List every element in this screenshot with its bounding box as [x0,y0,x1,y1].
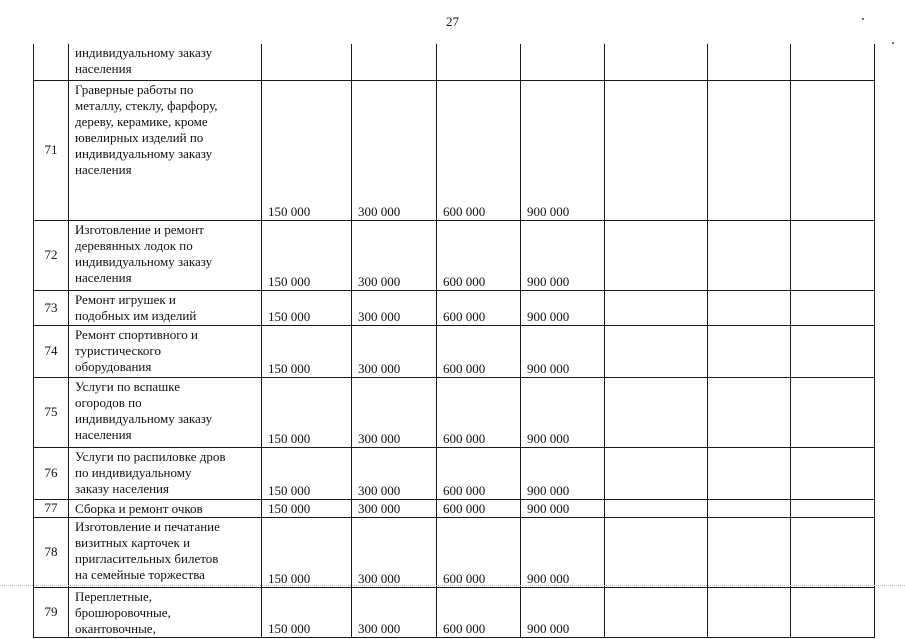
empty-cell [605,377,708,447]
rate-value: 900 000 [521,587,605,637]
tariff-table [33,44,875,638]
table-row [34,220,875,290]
empty-cell [708,499,791,517]
service-name: Граверные работы по металлу, стеклу, фарфору, дереву, керамике, кроме ювелирных изделий по индивидуальному заказу населения [69,80,262,220]
service-name: Изготовление и печатание визитных карточек и пригласительных билетов на семейные торжества [69,517,262,587]
rate-value: 150 000 [262,517,352,587]
rate-value: 300 000 [352,517,437,587]
rate-value [262,44,352,80]
rate-value: 600 000 [437,290,521,325]
rate-value: 900 000 [521,325,605,377]
table-row [34,80,875,220]
empty-cell [791,220,875,290]
rate-value: 300 000 [352,447,437,499]
empty-cell [791,290,875,325]
empty-cell [708,517,791,587]
empty-cell [605,325,708,377]
row-number: 77 [34,499,69,517]
table-row [34,499,875,517]
row-number: 71 [34,80,69,220]
service-name: Ремонт спортивного и туристического оборудования [69,325,262,377]
service-name: Ремонт игрушек и подобных им изделий [69,290,262,325]
rate-value: 150 000 [262,587,352,637]
rate-value: 600 000 [437,517,521,587]
rate-value: 900 000 [521,80,605,220]
rate-value: 150 000 [262,290,352,325]
service-name: Услуги по вспашке огородов по индивидуальному заказу населения [69,377,262,447]
rate-value: 300 000 [352,499,437,517]
table-row [34,377,875,447]
page-number: 27 [446,14,459,29]
row-number: 75 [34,377,69,447]
rate-value: 150 000 [262,499,352,517]
empty-cell [791,325,875,377]
table-row [34,587,875,637]
scan-speck [862,18,864,20]
rate-value: 150 000 [262,377,352,447]
rate-value: 900 000 [521,290,605,325]
empty-cell [605,220,708,290]
rate-value: 300 000 [352,377,437,447]
rate-value: 600 000 [437,220,521,290]
row-number: 78 [34,517,69,587]
scan-artifact-line [0,585,905,586]
rate-value: 900 000 [521,499,605,517]
empty-cell [605,447,708,499]
empty-cell [791,447,875,499]
rate-value: 150 000 [262,80,352,220]
table-row [34,325,875,377]
service-name: Услуги по распиловке дров по индивидуальному заказу населения [69,447,262,499]
rate-value: 300 000 [352,290,437,325]
rate-value: 300 000 [352,220,437,290]
rate-value [521,44,605,80]
table-row [34,447,875,499]
table-row [34,290,875,325]
rate-value: 900 000 [521,377,605,447]
service-name: Сборка и ремонт очков [69,499,262,517]
row-number: 76 [34,447,69,499]
rate-value [352,44,437,80]
rate-value: 600 000 [437,325,521,377]
empty-cell [605,44,708,80]
empty-cell [605,587,708,637]
rate-value: 900 000 [521,447,605,499]
row-number: 74 [34,325,69,377]
empty-cell [791,517,875,587]
row-number: 73 [34,290,69,325]
rate-value: 300 000 [352,80,437,220]
scan-speck [892,42,894,44]
empty-cell [708,377,791,447]
rate-value: 600 000 [437,587,521,637]
service-name: индивидуальному заказу населения [69,44,262,80]
rate-value [437,44,521,80]
empty-cell [708,80,791,220]
empty-cell [708,447,791,499]
rate-value: 900 000 [521,220,605,290]
rate-value: 600 000 [437,447,521,499]
service-name: Изготовление и ремонт деревянных лодок по индивидуальному заказу населения [69,220,262,290]
empty-cell [708,325,791,377]
rate-value: 600 000 [437,499,521,517]
rate-value: 150 000 [262,220,352,290]
empty-cell [791,80,875,220]
rate-value: 600 000 [437,377,521,447]
empty-cell [605,290,708,325]
empty-cell [708,587,791,637]
rate-value: 600 000 [437,80,521,220]
empty-cell [791,587,875,637]
empty-cell [605,499,708,517]
empty-cell [708,290,791,325]
row-number: 79 [34,587,69,637]
table-row [34,517,875,587]
rate-value: 150 000 [262,447,352,499]
service-name: Переплетные, брошюровочные, окантовочные, [69,587,262,637]
rate-value: 300 000 [352,325,437,377]
rate-value: 150 000 [262,325,352,377]
table-row [34,44,875,80]
empty-cell [791,377,875,447]
rate-value: 900 000 [521,517,605,587]
empty-cell [708,220,791,290]
rate-value: 300 000 [352,587,437,637]
empty-cell [791,499,875,517]
empty-cell [791,44,875,80]
empty-cell [605,80,708,220]
empty-cell [708,44,791,80]
empty-cell [605,517,708,587]
row-number [34,44,69,80]
row-number: 72 [34,220,69,290]
